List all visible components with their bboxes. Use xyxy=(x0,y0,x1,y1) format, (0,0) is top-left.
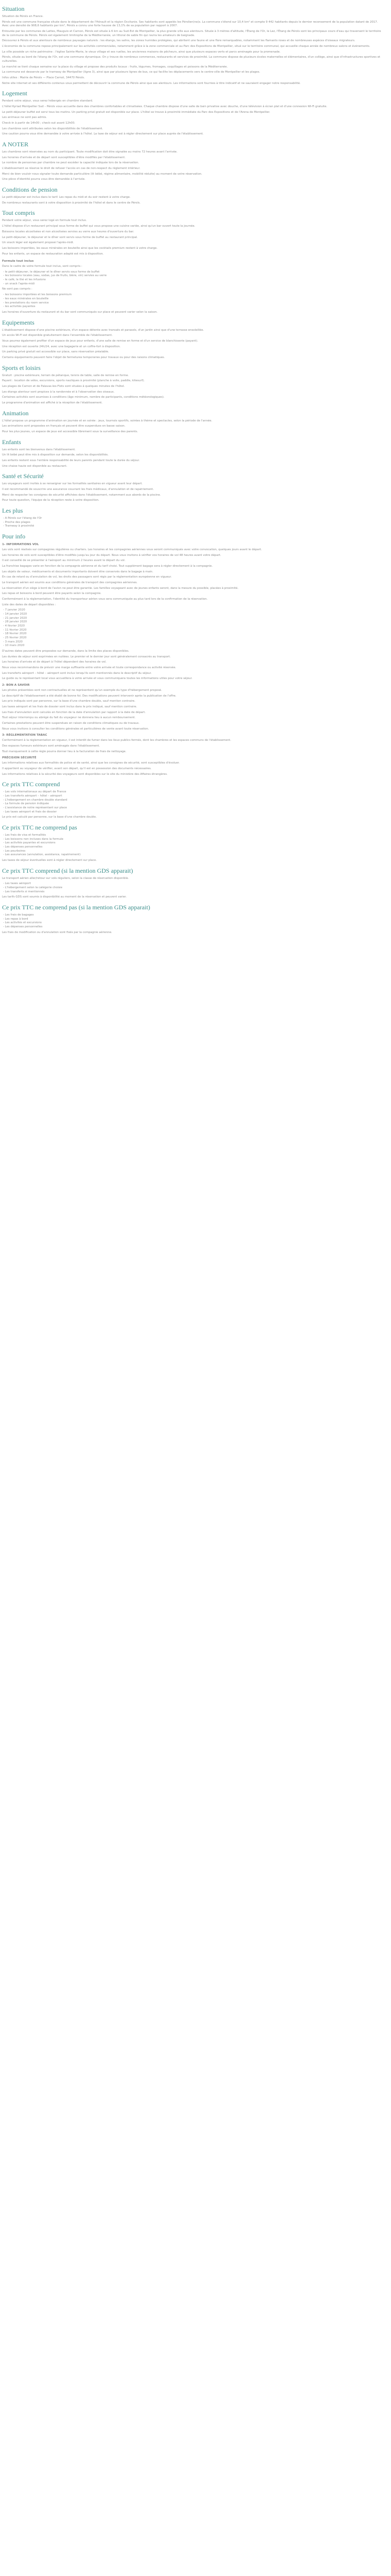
paragraph: Les animations sont proposées en français et peuvent être suspendues en basse saison. xyxy=(2,425,125,428)
list-item: - Les frais de visa et formalités xyxy=(2,834,383,838)
list-item: - Les taxes aéroport et frais de dossier xyxy=(2,810,383,815)
paragraph: Les plages de Carnon et de Palavas-les-Flots sont situées à quelques minutes de l'hôtel. xyxy=(2,384,125,388)
list-item: - Les vols internationaux au départ de France xyxy=(2,790,383,794)
section-ce-prix-ttc-ne-comprend-pas-si-la-mention-gds-apparait xyxy=(2,904,383,935)
list-item: - Proche des plages xyxy=(2,521,383,525)
paragraph: Les frais d'annulation sont calculés en fonction de la date d'annulation par rapport à la date de départ. xyxy=(2,710,146,714)
section-animation xyxy=(2,410,383,434)
paragraph: Les animaux ne sont pas admis. xyxy=(2,116,47,120)
paragraph: Les horaires de vols sont susceptibles d'être modifiés jusqu'au jour du départ. Nous vous invitons à vérifier vos horaires de vol 48 heures avant votre départ. xyxy=(2,553,221,557)
list-item: - 11 février 2020 xyxy=(2,629,383,633)
paragraph: Les informations relatives à la sécurité des voyageurs sont disponibles sur le site du ministère des Affaires étrangères. xyxy=(2,772,168,776)
paragraph: Il est recommandé de souscrire une assurance couvrant les frais médicaux, d'annulation et de rapatriement. xyxy=(2,487,154,491)
bullet-list xyxy=(2,913,383,929)
paragraph: Vous pourrez également profiter d'un espace de jeux pour enfants, d'une salle de remise en forme et d'un service de blanchisserie (payant). xyxy=(2,339,198,343)
list-item: - Les taxes aéroport xyxy=(2,882,383,886)
list-item: - 28 janvier 2020 xyxy=(2,620,383,624)
paragraph: Les photos présentées sont non contractuelles et ne représentent qu'un exemple du type d'hébergement proposé. xyxy=(2,689,162,692)
paragraph: L'hôtel Kyriad Montpellier Sud – Pérols vous accueille dans des chambres confortables et climatisées. Chaque chambre dispose d'une salle de bain privative avec douche, d'une télévision à écran plat et d'une connexion Wi-Fi gratuite. xyxy=(2,105,328,109)
paragraph: Pérols est une commune française située dans le département de l'Hérault et la région Occitanie. Ses habitants sont appelés les Pérolien(ne)s. La commune s'étend sur 10,4 km² et compte 9 442 habitants depuis le dernier recensement de la population datant de 2017. Avec une densité de 908,6 habitants par km², Pérols a connu une forte hausse de 13,1% de sa population par rapport à 2007. xyxy=(2,20,379,28)
paragraph: L'hôtel dispose d'un restaurant principal sous forme de buffet qui vous propose une cuisine variée, ainsi qu'un bar ouvert toute la journée. xyxy=(2,225,196,228)
paragraph: Conformément à la réglementation en vigueur, il est interdit de fumer dans les lieux publics fermés, dont les chambres et les espaces communs de l'établissement. xyxy=(2,739,231,742)
paragraph: Pendant votre séjour, vous serez hébergés en chambre standard. xyxy=(2,99,93,103)
paragraph: Le nombre de personnes par chambre ne peut excéder la capacité indiquée lors de la réservation. xyxy=(2,161,139,165)
paragraph: Les vols sont réalisés sur compagnies régulières ou charters. Les horaires et les compagnies aériennes vous seront communiqués avec votre convocation, quelques jours avant le départ. xyxy=(2,548,262,551)
bullet-list xyxy=(2,790,383,814)
paragraph: Les prix indiqués sont par personne, sur la base d'une chambre double, sauf mention contraire. xyxy=(2,700,136,703)
paragraph: Le petit-déjeuner est inclus dans le tarif. Les repas du midi et du soir restent à votre charge. xyxy=(2,196,131,199)
section-tout-compris xyxy=(2,209,383,256)
section-title: A NOTER xyxy=(2,141,28,148)
list-item: - Les assurances (annulation, assistance, rapatriement) xyxy=(2,853,383,857)
paragraph: Pérols, située au bord de l'étang de l'Or, est une commune dynamique. On y trouve de nombreux commerces, restaurants et services de proximité. La commune dispose de plusieurs écoles maternelles et élémentaires, d'un collège, ainsi que d'infrastructures sportives et culturelles. xyxy=(2,56,381,63)
section-title: Les plus xyxy=(2,506,23,514)
paragraph: La franchise bagages varie en fonction de la compagnie aérienne et du tarif choisi. Tout supplément bagage sera à régler directement à la compagnie. xyxy=(2,564,213,568)
paragraph: L'économie de la commune repose principalement sur les activités commerciales, notamment grâce à la zone commerciale et au Parc des Expositions de Montpellier, situé sur le territoire communal, qui accueille chaque année de nombreux salons et événements. xyxy=(2,45,370,48)
paragraph: Payant : location de vélos, excursions, sports nautiques à proximité (planche à voile, paddle, kitesurf). xyxy=(2,379,145,383)
paragraph: Situation de Pérols en France. xyxy=(2,15,44,18)
section-enfants xyxy=(2,438,383,469)
paragraph: Les enfants restent sous l'entière responsabilité de leurs parents pendant toute la durée du séjour. xyxy=(2,459,140,462)
list-item: - La formule de pension indiquée xyxy=(2,802,383,806)
list-item: - L'assistance de notre représentant sur place xyxy=(2,806,383,810)
paragraph: Les durées de séjour sont exprimées en nuitées. Le premier et le dernier jour sont généralement consacrés au transport. xyxy=(2,655,171,658)
section-logement xyxy=(2,90,383,137)
paragraph: Découvrez à Pérols et aux alentours de nombreux paysages naturels : les étangs, les salins, les zones humides protégées, qui abritent une faune et une flore remarquables, notamment les flamants roses et de nombreuses espèces d'oiseaux migrateurs. xyxy=(2,39,355,43)
paragraph: Un accès Wi-Fi est disponible gratuitement dans l'ensemble de l'établissement. xyxy=(2,334,113,337)
paragraph: Pour les plus jeunes, un espace de jeux est accessible librement sous la surveillance des parents. xyxy=(2,430,138,433)
paragraph: Les étangs alentour sont propices à la randonnée et à l'observation des oiseaux. xyxy=(2,390,115,394)
bullet-list xyxy=(2,517,383,529)
section-title: Logement xyxy=(2,90,27,97)
section-title: Conditions de pension xyxy=(2,186,58,194)
list-item: - Les pourboires xyxy=(2,850,383,854)
paragraph: Liste des dates de départ disponibles : xyxy=(2,603,56,606)
paragraph: Tout séjour interrompu ou abrégé du fait du voyageur ne donnera lieu à aucun remboursement. xyxy=(2,716,136,720)
section-ce-prix-ttc-comprend xyxy=(2,781,383,820)
list-item: - 21 janvier 2020 xyxy=(2,617,383,621)
paragraph: Les tarifs GDS sont soumis à disponibilité au moment de la réservation et peuvent varier. xyxy=(2,895,127,899)
paragraph: Certaines activités sont soumises à conditions (âge minimum, nombre de participants, conditions météorologiques). xyxy=(2,396,165,399)
paragraph: Les informations relatives aux formalités de police et de santé, ainsi que les consignes de sécurité, sont susceptibles d'évoluer. xyxy=(2,761,180,765)
paragraph: Certains équipements peuvent faire l'objet de fermetures temporaires pour travaux ou pour des raisons climatiques. xyxy=(2,355,165,359)
paragraph: Les transferts aéroport – hôtel – aéroport sont inclus lorsqu'ils sont mentionnés dans le descriptif du séjour. xyxy=(2,671,152,675)
paragraph: Un snack léger est également proposé l'après-midi. xyxy=(2,241,74,245)
paragraph: Les taxes aéroport et les frais de dossier sont inclus dans le prix indiqué, sauf mention contraire. xyxy=(2,705,137,709)
section-title: Ce prix TTC comprend (si la mention GDS apparait) xyxy=(2,867,133,874)
section-title: Santé et Sécurité xyxy=(2,472,44,480)
list-item: - Les dépenses personnelles xyxy=(2,925,383,929)
list-item: - Les boissons non incluses dans la formule xyxy=(2,838,383,842)
paragraph: Nous vous invitons à consulter les conditions générales et particulières de vente avant toute réservation. xyxy=(2,727,149,731)
list-item: - L'hébergement en chambre double standard xyxy=(2,799,383,803)
list-item: - le café, le thé et les infusions xyxy=(2,278,383,282)
bullet-list xyxy=(2,608,383,648)
subsection-title: 3- RÉGLEMENTATION TABAC xyxy=(2,734,47,737)
paragraph: Conformément à la réglementation, l'identité du transporteur aérien vous sera communiquée au plus tard lors de la confirmation de la réservation. xyxy=(2,597,208,601)
section-title: Animation xyxy=(2,409,29,417)
list-item: - 25 février 2020 xyxy=(2,636,383,640)
paragraph: Une chaise haute est disponible au restaurant. xyxy=(2,464,68,468)
paragraph: Le programme d'animation est affiché à la réception de l'établissement. xyxy=(2,401,103,404)
list-item: - les activités payantes xyxy=(2,305,383,309)
paragraph: Il appartient au voyageur de vérifier, avant son départ, qu'il est en possession des documents nécessaires. xyxy=(2,767,152,770)
list-item: - les boissons locales (eau, sodas, jus de fruits, bière, vin) servies au verre xyxy=(2,274,383,278)
paragraph: Des espaces fumeurs extérieurs sont aménagés dans l'établissement. xyxy=(2,744,100,748)
bullet-list xyxy=(2,293,383,309)
list-item: - les prestations du room service xyxy=(2,301,383,306)
section-part-5 xyxy=(2,260,383,314)
paragraph: Le petit-déjeuner, le déjeuner et le dîner sont servis sous forme de buffet au restaurant principal. xyxy=(2,235,138,239)
paragraph: Les enfants sont les bienvenus dans l'établissement. xyxy=(2,448,76,451)
paragraph: Boissons locales alcoolisées et non alcoolisées servies au verre aux heures d'ouverture du bar. xyxy=(2,230,134,233)
paragraph: Les horaires d'arrivée et de départ sont susceptibles d'être modifiés par l'établissement. xyxy=(2,156,126,159)
bullet-list xyxy=(2,270,383,286)
section-title: Enfants xyxy=(2,438,21,446)
paragraph: Pour toute question, l'équipe de la réception reste à votre disposition. xyxy=(2,499,100,502)
paragraph: Les repas et boissons à bord peuvent être payants selon la compagnie. xyxy=(2,592,102,596)
paragraph: Pendant votre séjour, vous serez logé en formule tout inclus. xyxy=(2,219,87,223)
paragraph: Les chambres sont réservées au nom du participant. Toute modification doit être signalée au moins 72 heures avant l'arrivée. xyxy=(2,150,177,154)
subsection-title: 1- INFORMATIONS VOL xyxy=(2,543,39,546)
paragraph: La ville possède un riche patrimoine : l'église Sainte-Marie, le vieux village et ses ruelles, les anciennes maisons de pêcheurs, ainsi que plusieurs espaces verts et parcs aménagés pour la promenade. xyxy=(2,50,281,54)
subsection-title: PRÉCISION SÉCURITÉ xyxy=(2,756,37,760)
paragraph: Les frais de modification ou d'annulation sont fixés par la compagnie aérienne. xyxy=(2,930,112,934)
paragraph: Les voyageurs sont invités à se renseigner sur les formalités sanitaires en vigueur avant leur départ. xyxy=(2,482,143,486)
section-title: Situation xyxy=(2,5,25,12)
paragraph: Les horaires d'arrivée et de départ à l'hôtel dépendent des horaires de vol. xyxy=(2,660,107,664)
section-title: Equipements xyxy=(2,318,35,326)
paragraph: Merci de bien vouloir nous signaler toute demande particulière (lit bébé, régime alimentaire, mobilité réduite) au moment de votre réservation. xyxy=(2,172,202,176)
list-item: - 10 mars 2020 xyxy=(2,644,383,648)
list-item: - Les activités payantes et excursions xyxy=(2,841,383,845)
list-item: - les eaux minérales en bouteille xyxy=(2,297,383,301)
paragraph: Les horaires d'ouverture du restaurant et du bar sont communiqués sur place et peuvent varier selon la saison. xyxy=(2,310,158,314)
section-situation xyxy=(2,5,383,86)
paragraph: Une caution pourra vous être demandée à votre arrivée à l'hôtel. La taxe de séjour est à régler directement sur place auprès de l'établissement. xyxy=(2,132,204,136)
list-item: - Les dépenses personnelles xyxy=(2,845,383,850)
paragraph: Les objets de valeur, médicaments et documents importants doivent être conservés dans le bagage à main. xyxy=(2,570,153,573)
paragraph: Gratuit : piscine extérieure, terrain de pétanque, tennis de table, salle de remise en forme. xyxy=(2,374,129,377)
paragraph: Merci de respecter les consignes de sécurité affichées dans l'établissement, notamment aux abords de la piscine. xyxy=(2,493,161,497)
paragraph: D'autres dates peuvent être proposées sur demande, dans la limite des places disponibles. xyxy=(2,650,129,653)
paragraph: De nombreux restaurants sont à votre disposition à proximité de l'hôtel et dans le centre de Pérols. xyxy=(2,201,141,205)
paragraph: Un parking privé gratuit est accessible sur place, sans réservation préalable. xyxy=(2,350,109,354)
list-item: - 3 mars 2020 xyxy=(2,640,383,645)
section-title: Ce prix TTC ne comprend pas (si la mention GDS apparait) xyxy=(2,904,151,911)
list-item: - un snack l'après-midi xyxy=(2,282,383,286)
section-title: Ce prix TTC ne comprend pas xyxy=(2,823,77,831)
paragraph: Les chambres sont attribuées selon les disponibilités de l'établissement. xyxy=(2,127,103,130)
section-title: Sports et loisirs xyxy=(2,364,41,371)
paragraph: Notre site internet et ses différents contenus vous permettent de découvrir la commune de Pérols ainsi que ses alentours. Les informations sont fournies à titre indicatif et ne sauraient engager notre responsabilité. xyxy=(2,81,301,85)
page-content xyxy=(0,0,386,940)
section-ce-prix-ttc-ne-comprend-pas xyxy=(2,824,383,863)
paragraph: Ne sont pas compris : xyxy=(2,287,32,291)
list-item: - 18 février 2020 xyxy=(2,632,383,636)
paragraph: Dans le cadre de votre formule tout inclus, sont compris : xyxy=(2,265,83,268)
list-item: - Les repas à bord xyxy=(2,918,383,922)
list-item: - L'hébergement selon la catégorie choisie xyxy=(2,886,383,890)
paragraph: L'établissement se réserve le droit de refuser l'accès en cas de non-respect du règlement intérieur. xyxy=(2,167,140,171)
list-item: - 7 janvier 2020 xyxy=(2,608,383,613)
section-ce-prix-ttc-comprend-si-la-mention-gds-apparait xyxy=(2,867,383,900)
paragraph: Pour les enfants, un espace de restauration adapté est mis à disposition. xyxy=(2,252,104,256)
section-title: Pour info xyxy=(2,532,25,540)
bullet-list xyxy=(2,834,383,857)
section-pour-info xyxy=(2,533,383,776)
paragraph: L'établissement dispose d'une piscine extérieure, d'un espace détente avec transats et parasols, d'un jardin ainsi que d'une terrasse ensoleillée. xyxy=(2,328,204,332)
paragraph: Le prix est calculé par personne, sur la base d'une chambre double. xyxy=(2,816,97,819)
section-title: Tout compris xyxy=(2,209,35,217)
bullet-list xyxy=(2,882,383,894)
paragraph: Entourée par les communes de Lattes, Mauguio et Carnon, Pérols est située à 6 km au Sud-Est de Montpellier, la plus grande ville aux alentours. Située à 3 mètres d'altitude, l'Étang de l'Or, le Lez, l'Étang de Pérols sont les principaux cours d'eau qui traversent le territoire de la commune de Pérols. Pérols est également limitrophe de la Méditerranée, un littoral de sable fin qui ravira les amateurs de baignade. xyxy=(2,30,382,37)
paragraph: Check-in à partir de 14h00 ; check-out avant 12h00. xyxy=(2,122,75,125)
paragraph: Certaines prestations peuvent être suspendues en raison de conditions climatiques ou de travaux. xyxy=(2,722,140,725)
section-les-plus xyxy=(2,507,383,529)
paragraph: Le transport aérien aller/retour sur vols réguliers, selon la classe de réservation disponible. xyxy=(2,876,129,880)
paragraph: Un lit bébé peut être mis à disposition sur demande, selon les disponibilités. xyxy=(2,453,109,457)
paragraph: Il est conseillé de se présenter à l'aéroport au minimum 2 heures avant le départ du vol. xyxy=(2,559,126,563)
paragraph: Le descriptif de l'établissement a été établi de bonne foi. Des modifications peuvent intervenir après la publication de l'offre. xyxy=(2,694,176,698)
list-item: - 4 février 2020 xyxy=(2,624,383,629)
paragraph: Le petit-déjeuner buffet est servi tous les matins. Un parking privé gratuit est disponible sur place. L'hôtel se trouve à proximité immédiate du Parc des Expositions et de l'Arena de Montpellier. xyxy=(2,110,270,114)
list-item: - les boissons importées et les boissons premium xyxy=(2,293,383,297)
list-item: - Les frais de bagages xyxy=(2,913,383,918)
list-item: - A Pérols sur l'étang de l'Or xyxy=(2,517,383,521)
section-title: Ce prix TTC comprend xyxy=(2,781,60,788)
subsection-title: 2- BON A SAVOIR xyxy=(2,684,30,687)
section-sports-et-loisirs xyxy=(2,364,383,405)
section-sante-et-securite xyxy=(2,472,383,503)
paragraph: Une réception est ouverte 24h/24, avec une bagagerie et un coffre-fort à disposition. xyxy=(2,345,121,348)
paragraph: En cas de retard ou d'annulation de vol, les droits des passagers sont régis par la réglementation européenne en vigueur. xyxy=(2,575,172,579)
subsection-title: Formule tout inclus xyxy=(2,260,34,263)
paragraph: Les taxes de séjour éventuelles sont à régler directement sur place. xyxy=(2,859,97,862)
list-item: - le petit-déjeuner, le déjeuner et le dîner servis sous forme de buffet xyxy=(2,270,383,275)
list-item: - Les transferts si mentionnés xyxy=(2,890,383,894)
paragraph: Une pièce d'identité pourra vous être demandée à l'arrivée. xyxy=(2,178,86,181)
list-item: - Les transferts aéroport – hôtel – aéroport xyxy=(2,794,383,799)
paragraph: Infos utiles : Mairie de Pérols — Place Carnot, 34470 Pérols. xyxy=(2,76,85,80)
paragraph: Tout manquement à cette règle pourra donner lieu à la facturation de frais de nettoyage. xyxy=(2,750,126,753)
paragraph: Le guide ou le représentant local vous accueillera à votre arrivée et vous communiquera toutes les informations utiles pour votre séjour. xyxy=(2,677,192,681)
paragraph: Le marché se tient chaque semaine sur la place du village et propose des produits locaux : fruits, légumes, fromages, coquillages et poissons de la Méditerranée. xyxy=(2,65,228,69)
section-equipements xyxy=(2,319,383,360)
paragraph: La réservation d'un siège à bord de l'avion ne peut être garantie. Les familles voyageant avec de jeunes enfants seront, dans la mesure du possible, placées à proximité. xyxy=(2,586,239,590)
list-item: - Tramway à proximité xyxy=(2,524,383,529)
paragraph: L'hôtel propose un programme d'animation en journée et en soirée : jeux, tournois sportifs, soirées à thème et spectacles, selon la période de l'année. xyxy=(2,419,213,422)
paragraph: Le transport aérien est soumis aux conditions générales de transport des compagnies aériennes. xyxy=(2,581,138,584)
paragraph: Nous vous recommandons de prévoir une marge suffisante entre votre arrivée et toute correspondance ou activité réservée. xyxy=(2,666,176,670)
section-a-noter xyxy=(2,141,383,182)
paragraph: Les boissons importées, les eaux minérales en bouteille ainsi que les cocktails premium restent à votre charge. xyxy=(2,246,158,250)
list-item: - Les activités et excursions xyxy=(2,921,383,925)
section-conditions-de-pension xyxy=(2,186,383,205)
list-item: - 14 janvier 2020 xyxy=(2,613,383,617)
paragraph: La commune est desservie par le tramway de Montpellier (ligne 3), ainsi que par plusieurs lignes de bus, ce qui facilite les déplacements vers le centre-ville de Montpellier et les plages. xyxy=(2,71,260,74)
